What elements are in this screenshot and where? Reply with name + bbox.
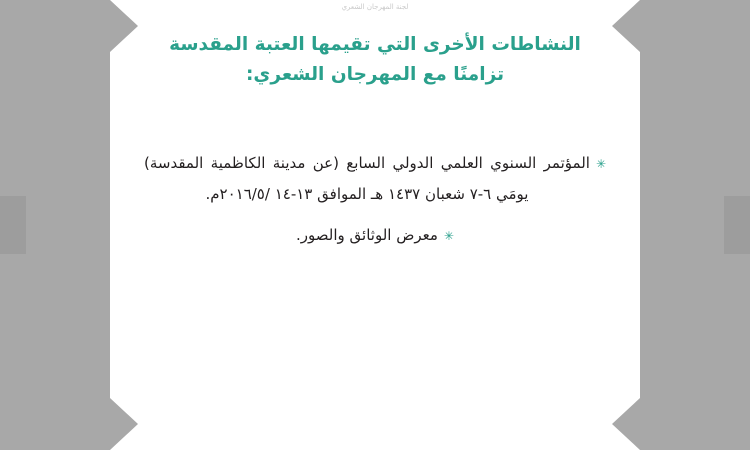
activities-list (144, 148, 606, 252)
list-item (144, 220, 606, 252)
frame-tab-left (0, 196, 26, 254)
page-title (144, 30, 606, 90)
poster-content (110, 0, 640, 450)
list-item (144, 148, 606, 210)
top-microtext: لجنة المهرجان الشعري (341, 3, 409, 11)
headline-line-2: تزامنًا مع المهرجان الشعري: (245, 64, 505, 85)
frame-tab-right (724, 196, 750, 254)
list-item-text: المؤتمر السنوي العلمي الدولي السابع (عن مدينة الكاظمية المقدسة) يومَي ٦-٧ شعبان ١٤٣٧ هـ الموافق ١٣-١٤ /٢٠١٦/٥م. (144, 154, 590, 203)
asterisk-icon: ✳ (443, 229, 454, 243)
headline-line-1: النشاطات الأخرى التي تقيمها العتبة المقدسة (169, 34, 581, 55)
list-item-text: معرض الوثائق والصور. (296, 226, 438, 244)
asterisk-icon: ✳ (595, 157, 606, 171)
